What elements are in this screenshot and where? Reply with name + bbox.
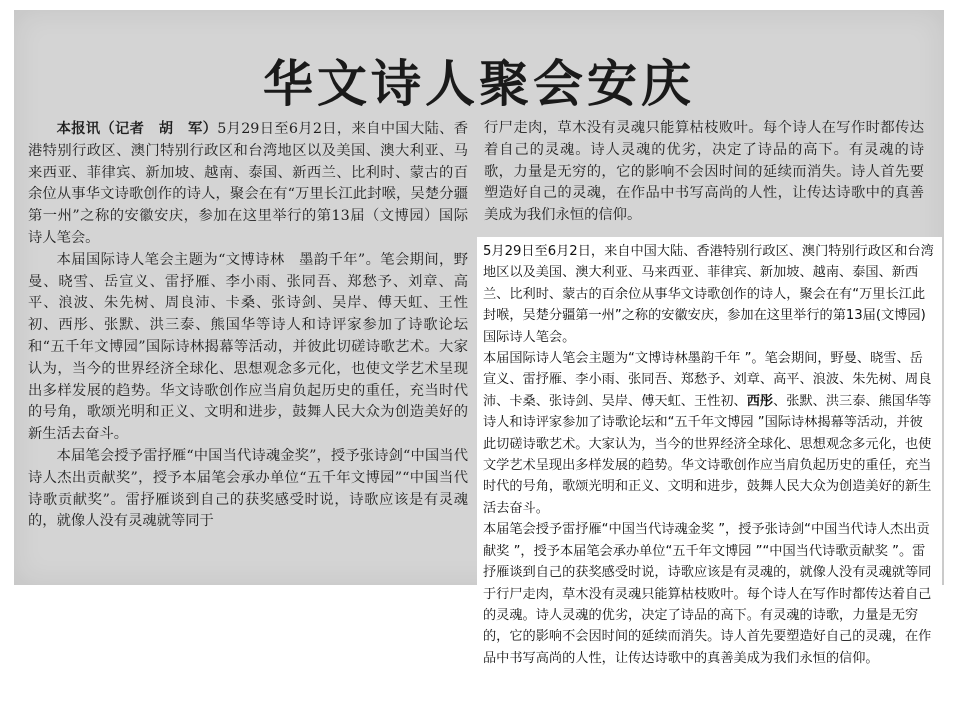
clipping-paragraph	[28, 119, 468, 250]
clipping-paragraph: 行尸走肉，草木没有灵魂只能算枯枝败叶。每个诗人在写作时都传达着自己的灵魂。诗人灵魂的优劣，决定了诗品的高下。有灵魂的诗歌，力量是无穷的，它的影响不会因时间的延续而消失。诗人首先要塑造好自己的灵魂，在作品中书写高尚的人性，让传达诗歌中的真善美成为我们永恒的信仰。	[484, 120, 924, 224]
transcript-paragraph: 本届笔会授予雷抒雁“中国当代诗魂金奖 ”，授予张诗剑“中国当代诗人杰出贡献奖 ”，授予本届笔会承办单位“五千年文博园 ”“中国当代诗歌贡献奖 ”。雷抒雁谈到自己的获奖感受时说，诗歌应该是有灵魂的，就像人没有灵魂就等同于行尸走肉，草木没有灵魂只能算枯枝败叶。每个诗人在写作时都传达着自己的灵魂。诗人灵魂的优劣，决定了诗品的高下。有灵魂的诗歌，力量是无穷的，它的影响不会因时间的延续而消失。诗人首先要塑造好自己的灵魂，在作品中书写高尚的人性，让传达诗歌中的真善美成为我们永恒的信仰。	[483, 522, 932, 666]
clipping-paragraph: 本届国际诗人笔会主题为“文博诗林 墨韵千年”。笔会期间，野曼、晓雪、岳宣义、雷抒雁、李小雨、张同吾、郑愁予、刘章、高平、浪波、朱先树、周良沛、卡桑、张诗剑、吴岸、傅天虹、王性初、西彤、张默、洪三泰、熊国华等诗人和诗评家参加了诗歌论坛和“五千年文博园”国际诗林揭幕等活动，并彼此切磋诗歌艺术。大家认为，当今的世界经济全球化、思想观念多元化，也使文学艺术呈现出多样发展的趋势。华文诗歌创作应当肩负起历史的重任，充当时代的号角，歌颂光明和正义、文明和进步，鼓舞人民大众为创造美好的新生活去奋斗。	[28, 251, 468, 443]
highlighted-name: 西彤	[746, 393, 774, 409]
paragraph-text: 、张默、洪三泰、熊国华等诗人和诗评家参加了诗歌论坛和“五千年文博园 ”国际诗林揭幕等活动，并彼此切磋诗歌艺术。大家认为，当今的世界经济全球化、思想观念多元化，也使文学艺术呈现出多样发展的趋势。华文诗歌创作应当肩负起历史的重任，充当时代的号角，歌颂光明和正义、文明和进步，鼓舞人民大众为创造美好的新生活去奋斗。	[483, 393, 932, 516]
byline: 本报讯（记者 胡 军）	[56, 121, 218, 137]
paragraph-text: 本届国际诗人笔会主题为“文博诗林墨韵千年 ”。笔会期间，野曼、晓雪、岳宣义、雷抒雁、李小雨、张同吾、郑愁予、刘章、高平、浪波、朱先树、周良沛、卡桑、张诗剑、吴岸、傅天虹、王性初、	[483, 351, 932, 409]
clipping-paragraph: 本届笔会授予雷抒雁“中国当代诗魂金奖”，授予张诗剑“中国当代诗人杰出贡献奖”，授予本届笔会承办单位“五千年文博园”“中国当代诗歌贡献奖”。雷抒雁谈到自己的获奖感受时说，诗歌应该是有灵魂的，就像人没有灵魂就等同于	[28, 447, 468, 530]
paragraph-text: 5月29日至6月2日，来自中国大陆、香港特别行政区、澳门特别行政区和台湾地区以及美国、澳大利亚、马来西亚、菲律宾、新加坡、越南、泰国、新西兰、比利时、蒙古的百余位从事华文诗歌创作的诗人，聚会在有“万里长江此封喉，吴楚分疆第一州”之称的安徽安庆，参加在这里举行的第13届（文博园）国际诗人笔会。	[28, 121, 468, 246]
headline: 华文诗人聚会安庆	[263, 54, 695, 113]
transcript-paragraph	[483, 348, 936, 519]
clipping-right-column	[484, 118, 924, 227]
transcript-paragraph: 5月29日至6月2日，来自中国大陆、香港特别行政区、澳门特别行政区和台湾地区以及美国、澳大利亚、马来西亚、菲律宾、新加坡、越南、泰国、新西兰、比利时、蒙古的百余位从事华文诗歌创作的诗人，聚会在有“万里长江此封喉，吴楚分疆第一州”之称的安徽安庆，参加在这里举行的第13届(文博园)国际诗人笔会。	[483, 244, 934, 345]
transcription-box	[477, 237, 942, 707]
clipping-left-column	[28, 119, 468, 533]
